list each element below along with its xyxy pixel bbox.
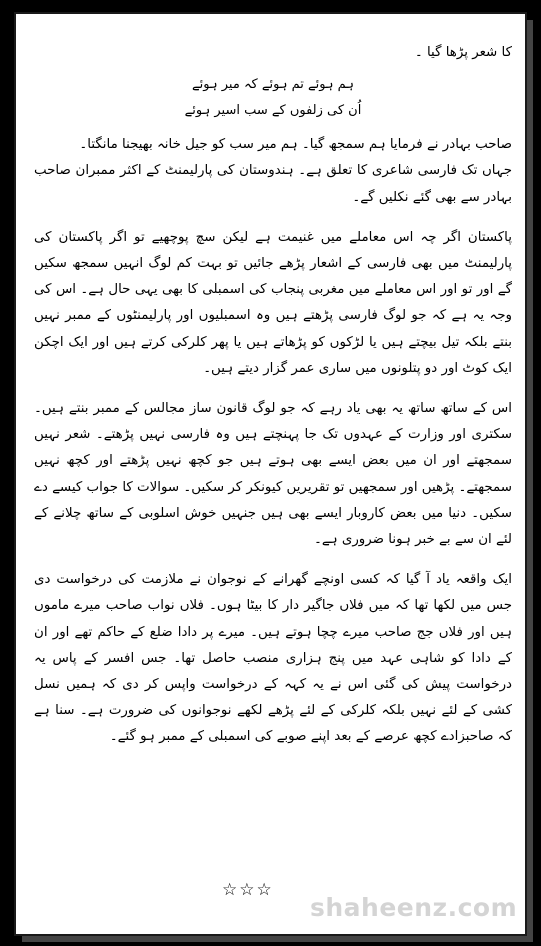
paragraph-1: صاحب بہادر نے فرمایا ہم سمجھ گیا۔ ہم میر سب کو جیل خانہ بھیجنا مانگتا۔ [79,137,512,153]
article-body [34,40,512,751]
couplet-line-1: ہم ہوئے تم ہوئے کہ میر ہوئے [192,77,354,93]
watermark-text: shaheenz.com [310,893,518,922]
intro-line: کا شعر پڑھا گیا ۔ [414,45,512,60]
couplet-line-2: اُن کی زلفوں کے سب اسیر ہوئے [184,103,362,119]
section-stars: ☆☆☆ [222,880,274,900]
couplet [34,72,512,124]
page-shadow-right [527,20,533,942]
paragraph-2: جہاں تک فارسی شاعری کا تعلق ہے۔ ہندوستان کی پارلیمنٹ کے اکثر ممبران صاحب بہادر سے بھی گئے نکلیں گے۔ [34,163,512,205]
page-shadow-bottom [22,936,533,942]
paragraph-5: ایک واقعہ یاد آ گیا کہ کسی اونچے گھرانے کے نوجوان نے ملازمت کی درخواست دی جس میں لکھا تھا کہ میں فلاں جاگیر دار کا بیٹا ہوں۔ فلاں نواب صاحب میرے ماموں ہیں اور فلاں جج صاحب میرے چچا ہوتے ہیں۔ میرے پر دادا ضلع کے حاکم تھے اور ان کے دادا کو شاہی عہد میں پنج ہزاری منصب حاصل تھا۔ جس افسر کے پاس یہ درخواست پیش کی گئی اس نے یہ کہہ کے درخواست واپس کر دی کہ ہمیں نسل کشی کے لئے نہیں بلکہ کلرکی کے لئے پڑھے لکھے نوجوانوں کی ضرورت ہے۔ سنا ہے کہ صاحبزادے کچھ عرصے کے بعد اپنے صوبے کی اسمبلی کے ممبر ہو گئے۔ [34,572,512,745]
paragraph-3: پاکستان اگر چہ اس معاملے میں غنیمت ہے لیکن سچ پوچھیے تو اگر پاکستان کی پارلیمنٹ میں بھی فارسی کے اشعار پڑھے جائیں تو بہت کم لوگ انہیں سمجھ سکیں گے اور تو اور اس معاملے میں مغربی پنجاب کی اسمبلی کا بھی یہی حال ہے۔ اس کی وجہ یہ ہے کہ جو لوگ فارسی پڑھتے ہیں وہ اسمبلیوں اور پارلیمنٹوں کے ممبر نہیں بنتے بلکہ تیل بیچتے ہیں یا لڑکوں کو پڑھاتے ہیں یا پھر کلرکی کرتے ہیں اور ایک اچکن ایک کوٹ اور دو پتلونوں میں ساری عمر گزار دیتے ہیں۔ [34,229,512,376]
document-page [14,12,527,936]
paragraph-4: اس کے ساتھ ساتھ یہ بھی یاد رہے کہ جو لوگ قانون ساز مجالس کے ممبر بنتے ہیں۔ سکتری اور وزارت کے عہدوں تک جا پہنچتے ہیں وہ فارسی نہیں پڑھتے۔ شعر نہیں سمجھتے اور ان میں بعض ایسے بھی ہوتے ہیں جو کچھ نہیں پڑھتے اور کچھ نہیں سمجھتے۔ پڑھیں اور سمجھیں تو تقریریں کیونکر کر سکیں۔ سوالات کا جواب کیسے دے سکیں۔ دنیا میں بعض کاروبار ایسے بھی ہیں جنہیں خوش اسلوبی کے ساتھ چلانے کے لئے ان سے بے خبر ہونا ضروری ہے۔ [34,401,512,548]
